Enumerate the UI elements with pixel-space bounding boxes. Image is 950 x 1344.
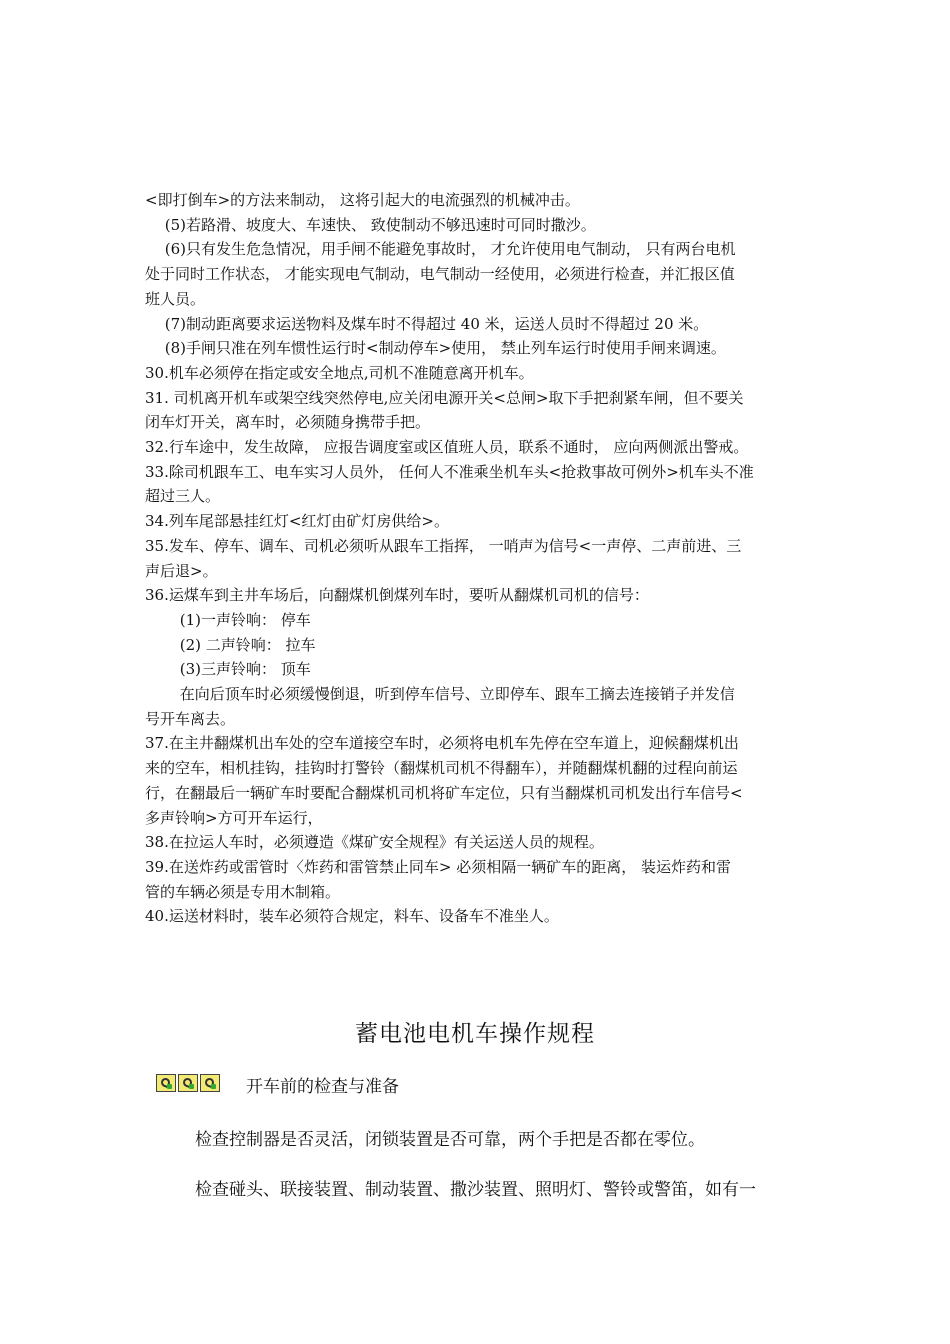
text-line: 34.列车尾部悬挂红灯<红灯由矿灯房供给>。 <box>145 512 449 531</box>
heading-icons <box>156 1074 220 1092</box>
text-line: (8)手闸只准在列车惯性运行时<制动停车>使用， 禁止列车运行时使用手闸来调速。 <box>145 339 726 358</box>
paragraph: 检查控制器是否灵活，闭锁装置是否可靠，两个手把是否都在零位。 <box>195 1130 705 1150</box>
text-line: 处于同时工作状态， 才能实现电气制动，电气制动一经使用，必须进行检查，并汇报区值 <box>145 265 735 284</box>
clipboard-icon <box>200 1074 220 1092</box>
text-line: 号开车离去。 <box>145 709 236 728</box>
text-line: 班人员。 <box>145 289 206 308</box>
section-title: 蓄电池电机车操作规程 <box>355 1021 595 1047</box>
text-line: <即打倒车>的方法来制动， 这将引起大的电流强烈的机械冲击。 <box>145 191 580 209</box>
text-line: 闭车灯开关，离车时，必须随身携带手把。 <box>145 413 431 432</box>
text-line: 40.运送材料时，装车必须符合规定，料车、设备车不准坐人。 <box>145 907 559 926</box>
text-line: 38.在拉运人车时，必须遵造《煤矿安全规程》有关运送人员的规程。 <box>145 833 604 852</box>
section-heading: 开车前的检查与准备 <box>246 1077 399 1097</box>
text-line: 35.发车、停车、调车、司机必须听从跟车工指挥， 一哨声为信号<一声停、二声前进、三 <box>145 536 742 555</box>
text-line: (2) 二声铃响： 拉车 <box>145 635 316 654</box>
text-line: 声后退>。 <box>145 561 218 580</box>
text-line: (1)一声铃响： 停车 <box>145 610 311 629</box>
text-line: (3)三声铃响： 顶车 <box>145 660 311 679</box>
text-line: 39.在送炸药或雷管时〈炸药和雷管禁止同车> 必须相隔一辆矿车的距离， 装运炸药和雷 <box>145 857 731 876</box>
text-line: 来的空车，相机挂钩，挂钩时打警铃（翻煤机司机不得翻车），并随翻煤机翻的过程向前运 <box>145 759 738 778</box>
text-line: 31. 司机离开机车或架空线突然停电,应关闭电源开关<总闸>取下手把刹紧车闸，但不要关 <box>145 388 744 407</box>
text-line: 行，在翻最后一辆矿车时要配合翻煤机司机将矿车定位，只有当翻煤机司机发出行车信号< <box>145 783 743 802</box>
text-line: 多声铃响>方可开车运行， <box>145 808 323 827</box>
text-line: (7)制动距离要求运送物料及煤车时不得超过 40 米，运送人员时不得超过 20 米。 <box>145 314 709 333</box>
text-line: 37.在主井翻煤机出车处的空车道接空车时，必须将电机车先停在空车道上，迎候翻煤机出 <box>145 734 739 753</box>
text-line: 36.运煤车到主井车场后，向翻煤机倒煤列车时，要听从翻煤机司机的信号： <box>145 586 649 605</box>
text-line: 32.行车途中，发生故障， 应报告调度室或区值班人员，联系不通时， 应向两侧派出警戒。 <box>145 438 749 456</box>
text-line: (6)只有发生危急情况，用手闸不能避免事故时， 才允许使用电气制动， 只有两台电机 <box>145 240 736 259</box>
paragraph: 检查碰头、联接装置、制动装置、撒沙装置、照明灯、警铃或警笛，如有一 <box>195 1180 756 1200</box>
text-line: 管的车辆必须是专用木制箱。 <box>145 882 341 901</box>
text-line: 30.机车必须停在指定或安全地点,司机不准随意离开机车。 <box>145 363 534 382</box>
clipboard-icon <box>178 1074 198 1092</box>
text-line: 33.除司机跟车工、电车实习人员外， 任何人不准乘坐机车头<抢救事故可例外>机车头不准 <box>145 462 754 481</box>
text-line: 超过三人。 <box>145 487 221 506</box>
text-line: 在向后顶车时必须缓慢倒退，听到停车信号、立即停车、跟车工摘去连接销子并发信 <box>145 685 735 703</box>
clipboard-icon <box>156 1074 176 1092</box>
text-line: (5)若路滑、坡度大、车速快、 致使制动不够迅速时可同时撒沙。 <box>145 215 596 234</box>
